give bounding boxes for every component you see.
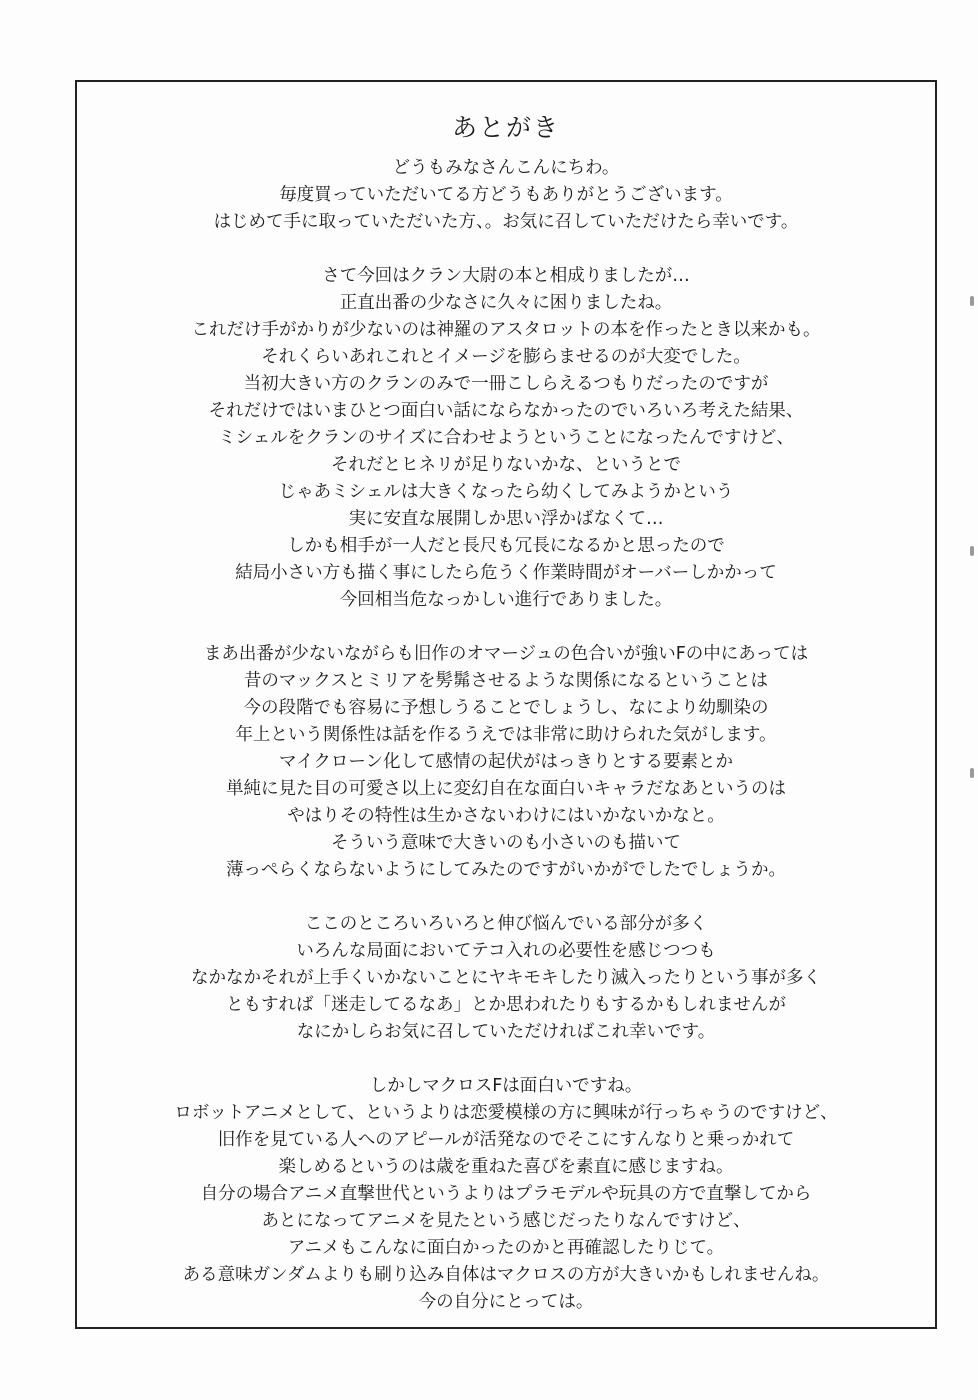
scan-edge-mark — [970, 296, 974, 306]
text-line: それだとヒネリが足りないかな、というとで — [331, 455, 681, 475]
scan-edge-mark — [970, 768, 974, 778]
paragraph-production — [77, 263, 935, 614]
text-line: ある意味ガンダムよりも刷り込み自体はマクロスの方が大きいかもしれませんね。 — [182, 1265, 830, 1285]
text-line: しかしマクロスFは面白いですね。 — [369, 1076, 643, 1096]
text-line: 昔のマックスとミリアを髣髴させるような関係になるということは — [243, 671, 769, 691]
text-line: なかなかそれが上手くいかないことにヤキモキしたり滅入ったりという事が多く — [191, 968, 821, 988]
text-line: 実に安直な展開しか思い浮かばなくて… — [348, 509, 664, 529]
text-line: 結局小さい方も描く事にしたら危うく作業時間がオーバーしかかって — [235, 563, 777, 583]
text-line: ミシェルをクランのサイズに合わせようということになったんですけど、 — [218, 428, 794, 448]
text-line: 正直出番の少なさに久々に困りましたね。 — [339, 293, 673, 313]
text-line: ここのところいろいろと伸び悩んでいる部分が多く — [304, 914, 708, 934]
text-line: アニメもこんなに面白かったのかと再確認したりじて。 — [287, 1238, 725, 1258]
text-line: ともすれば「迷走してるなあ」とか思われたりもするかもしれませんが — [226, 995, 786, 1015]
text-line: しかも相手が一人だと長尺も冗長になるかと思ったので — [287, 536, 725, 556]
text-line: 楽しめるというのは歳を重ねた喜びを素直に感じますね。 — [278, 1157, 734, 1177]
page-title: あとがき — [451, 113, 560, 142]
text-line: そういう意味で大きいのも小さいのも描いて — [331, 833, 681, 853]
paragraph-reflection — [77, 911, 935, 1046]
text-line: 当初大きい方のクランのみで一冊こしらえるつもりだったのですが — [243, 374, 769, 394]
text-line: あとになってアニメを見たという感じだったりなんですけど、 — [261, 1211, 751, 1231]
text-line: これだけ手がかりが少ないのは神羅のアスタロットの本を作ったとき以来かも。 — [191, 320, 821, 340]
text-line: 毎度買っていただいてる方どうもありがとうございます。 — [279, 185, 733, 205]
afterword-frame — [75, 80, 937, 1329]
text-line: それくらいあれこれとイメージを膨らませるのが大変でした。 — [261, 347, 751, 367]
text-line: やはりその特性は生かさないわけにはいかないかなと。 — [287, 806, 725, 826]
scan-edge-mark — [970, 546, 974, 556]
text-line: はじめて手に取っていただいた方、。お気に召していただけたら幸いです。 — [213, 212, 799, 232]
text-line: 今の自分にとっては。 — [418, 1292, 594, 1312]
text-line: それだけではいまひとつ面白い話にならなかったのでいろいろ考えた結果、 — [208, 401, 804, 421]
afterword-body — [77, 155, 935, 1343]
text-line: いろんな局面においてテコ入れの必要性を感じつつも — [296, 941, 716, 961]
text-line: マイクローン化して感情の起伏がはっきりとする要素とか — [279, 752, 733, 772]
text-line: 今回相当危なっかしい進行でありました。 — [339, 590, 673, 610]
text-line: じゃあミシェルは大きくなったら幼くしてみようかという — [278, 482, 734, 502]
text-line: さて今回はクラン大尉の本と相成りましたが… — [322, 266, 690, 286]
text-line: どうもみなさんこんにちわ。 — [392, 158, 620, 178]
text-line: 今の段階でも容易に予想しうることでしょうし、なにより幼馴染の — [243, 698, 769, 718]
text-line: ロボットアニメとして、というよりは恋愛模様の方に興味が行っちゃうのですけど、 — [174, 1103, 838, 1123]
text-line: まあ出番が少ないながらも旧作のオマージュの色合いが強いFの中にあっては — [203, 644, 809, 664]
paragraph-macross — [77, 1073, 935, 1316]
paragraph-characters — [77, 641, 935, 884]
text-line: なにかしらお気に召していただければこれ幸いです。 — [296, 1022, 716, 1042]
text-line: 単純に見た目の可愛さ以上に変幻自在な面白いキャラだなあというのは — [226, 779, 786, 799]
text-line: 薄っぺらくならないようにしてみたのですがいかがでしたでしょうか。 — [226, 860, 786, 880]
text-line: 旧作を見ている人へのアピールが活発なのでそこにすんなりと乗っかれて — [217, 1130, 795, 1150]
text-line: 自分の場合アニメ直撃世代というよりはプラモデルや玩具の方で直撃してから — [200, 1184, 812, 1204]
text-line: 年上という関係性は話を作るうえでは非常に助けられた気がします。 — [235, 725, 777, 745]
paragraph-greeting — [77, 155, 935, 236]
